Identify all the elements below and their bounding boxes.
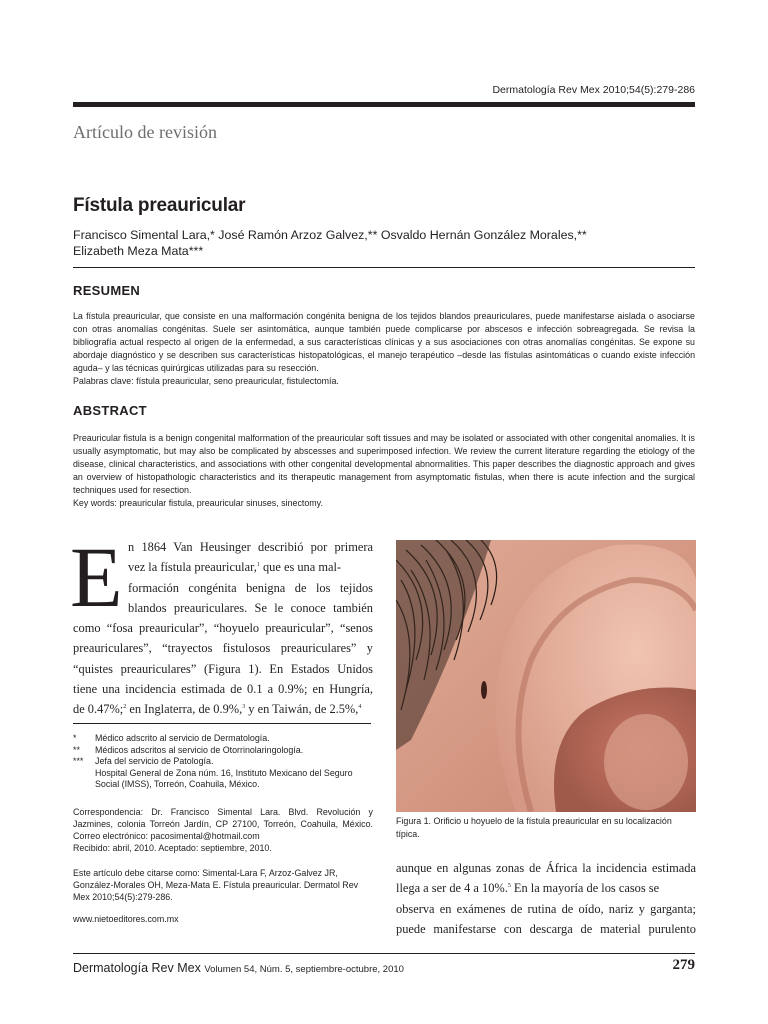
footer-rule (73, 953, 695, 954)
intro-line: preauriculares”, “trayectos fistulosos preauriculares” y (73, 641, 373, 656)
intro-line: blandos preauriculares. Se le conoce también (128, 600, 373, 615)
abstract-heading: ABSTRACT (73, 403, 147, 418)
abstract-block (73, 432, 695, 510)
correspondence-text: Correspondencia: Dr. Francisco Simental Lara. Blvd. Revolución y Jazmines, colonia Torreón Jardín, CP 27100, Torreón, Coahuila, México. Correo electrónico: pacosimental@hotmail.com (73, 807, 373, 841)
continuation-line: observa en exámenes de rutina de oído, nariz y garganta; (396, 901, 696, 916)
page-number: 279 (672, 957, 695, 973)
footnote: ** Médicos adscritos al servicio de Otorrinolaringología. (73, 744, 304, 755)
intro-paragraph (73, 537, 373, 720)
ear-photo (396, 540, 696, 812)
received-dates: Recibido: abril, 2010. Aceptado: septiembre, 2010. (73, 843, 272, 853)
fistula-opening (481, 681, 487, 699)
hospital-line: Hospital General de Zona núm. 16, Instituto Mexicano del Seguro (95, 767, 353, 778)
continuation-line: aunque en algunas zonas de África la incidencia estimada (396, 861, 696, 875)
authors-line-2: Elizabeth Meza Mata*** (73, 244, 204, 258)
abstract-body: Preauricular fistula is a benign congenital malformation of the preauricular soft tissues and may be isolated or associated with other congenital anomalies. It is usually asymptomatic, but may also be complicated by abscesses and superimposed infection. We review the current literature regarding the etiology of the disease, clinical characteristics, and associations with other congenital developmental abnormalities. This paper describes the diagnostic approach and gives an overview of histopathologic characteristics and its therapeutic management from asymptomatic fistulas, when there is acute infection and the surgical techniques used for resection. (73, 433, 695, 495)
intro-line: vez la fístula preauricular,$^1$ que es una mal- (128, 560, 342, 575)
intro-line: tiene una incidencia estimada de 0.1 a 0.9%; en Hungría, (73, 682, 373, 697)
divider (73, 267, 695, 268)
abstract-keywords: Key words: preauricular fistula, preauricular sinuses, sinectomy. (73, 498, 323, 508)
intro-line: n 1864 Van Heusinger describió por primera (128, 540, 373, 554)
footnote: * Médico adscrito al servicio de Dermatología. (73, 733, 270, 743)
footnote: *** Jefa del servicio de Patología. (73, 756, 214, 766)
correspondence (73, 806, 373, 854)
drop-cap: E (70, 529, 123, 625)
article-title: Fístula preauricular (73, 195, 246, 216)
intro-line: “quistes preauriculares” (Figura 1). En Estados Unidos (73, 661, 373, 676)
footnotes (73, 733, 373, 791)
footer-journal (73, 961, 404, 975)
footnote-rule (73, 723, 371, 724)
citation-note: Este artículo debe citarse como: Simental-Lara F, Arzoz-Galvez JR, González-Morales OH, Meza-Mata E. Fístula preauricular. Dermatol Rev Mex 2010;54(5):279-286. (73, 868, 359, 902)
hospital-line: Social (IMSS), Torreón, Coahuila, México. (95, 779, 260, 789)
footer-journal-name: Dermatología Rev Mex (73, 961, 201, 975)
intro-line: de 0.47%;$^2$ en Inglaterra, de 0.9%,$^3$ y en Taiwán, de 2.5%,$^4$ (73, 702, 362, 717)
authors (73, 227, 695, 259)
continuation-line: puede manifestarse con descarga de material purulento (396, 921, 696, 936)
figure-caption: Figura 1. Orificio u hoyuelo de la fístula preauricular en su localización típica. (396, 816, 672, 839)
journal-reference: Dermatología Rev Mex 2010;54(5):279-286 (492, 84, 695, 96)
resumen-keywords: Palabras clave: fístula preauricular, seno preauricular, fistulectomía. (73, 376, 339, 386)
continuation-paragraph (396, 858, 696, 939)
section-label: Artículo de revisión (73, 122, 217, 142)
ear-figure (396, 540, 696, 812)
intro-line: formación congénita benigna de los tejidos (128, 580, 373, 595)
resumen-block (73, 310, 695, 388)
top-rule (73, 102, 695, 107)
tragus (604, 714, 688, 810)
continuation-line: llega a ser de 4 a 10%.$^5$ En la mayoría de los casos se (396, 881, 660, 896)
publisher-url[interactable]: www.nietoeditores.com.mx (73, 914, 179, 924)
footer-volume: Volumen 54, Núm. 5, septiembre-octubre, 2010 (204, 964, 404, 975)
authors-line-1: Francisco Simental Lara,* José Ramón Arzoz Galvez,** Osvaldo Hernán González Morales,** (73, 228, 587, 242)
resumen-body: La fístula preauricular, que consiste en una malformación congénita benigna de los tejidos blandos preauriculares, puede manifestarse aislada o asociarse con otras anomalías congénitas. Suele ser asintomática, aunque también puede complicarse por abscesos e infección sobreagregada. Se revisa la bibliografía actual respecto al origen de la enfermedad, a sus características clínicas y a sus asociaciones con otras anomalías congénitas. Se expone su abordaje diagnóstico y se describen sus características histopatológicas, el manejo terapéutico –desde las fístulas asintomáticas o cuando existe infección aguda– y las técnicas quirúrgicas utilizadas para su resección. (73, 311, 695, 373)
resumen-heading: RESUMEN (73, 283, 141, 298)
intro-line: como “fosa preauricular”, “hoyuelo preauricular”, “senos (73, 621, 373, 636)
